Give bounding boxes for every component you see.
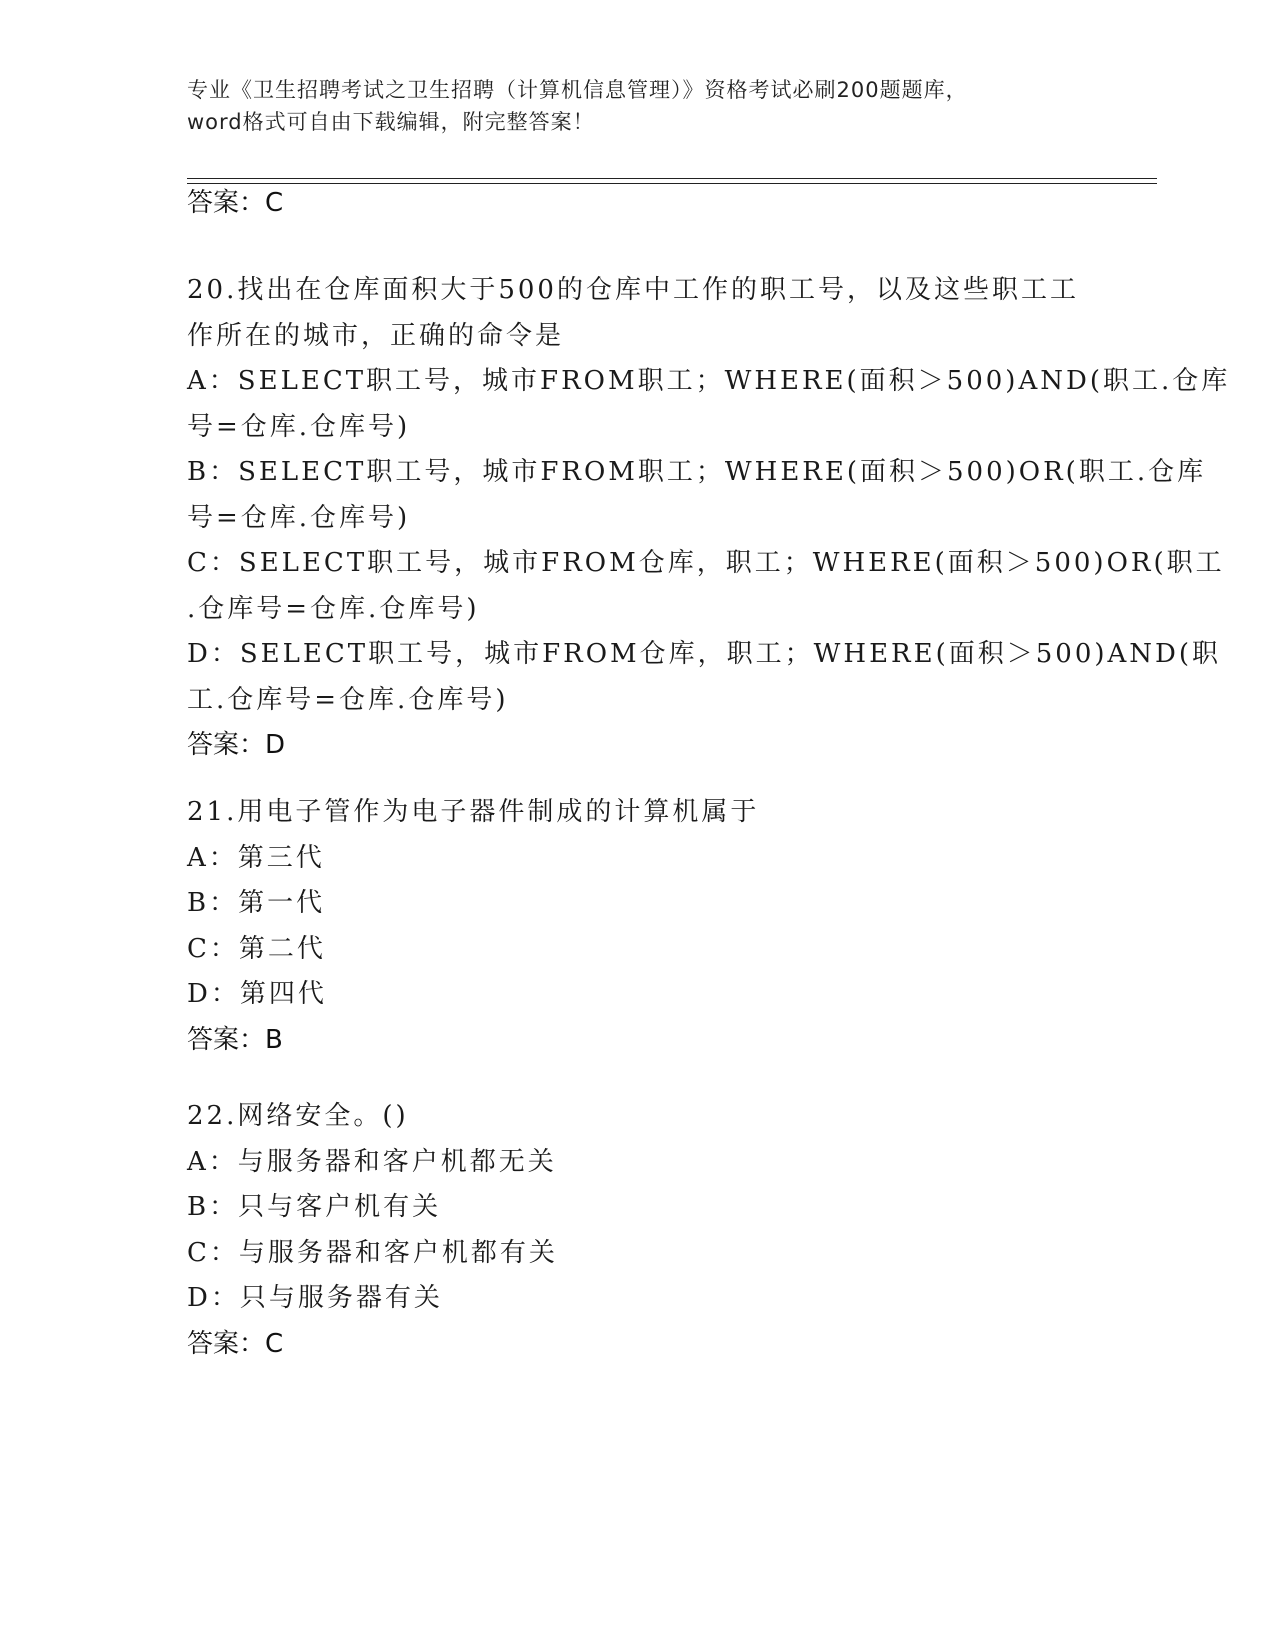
option-b-line: 号=仓库.仓库号) [187, 502, 411, 533]
question-block-21 [187, 790, 1087, 1063]
question-stem-line: 22.网络安全。() [187, 1101, 409, 1131]
option-d-line: 工.仓库号=仓库.仓库号) [187, 684, 509, 715]
option-a-line: A：与服务器和客户机都无关 [187, 1146, 557, 1177]
option-d-line: D：第四代 [187, 979, 327, 1009]
option-a-line: A：SELECT职工号，城市FROM职工；WHERE(面积＞500)AND(职工.仓库 [187, 366, 1231, 396]
option-c-line: C：SELECT职工号，城市FROM仓库，职工；WHERE(面积＞500)OR(职工 [187, 548, 1225, 578]
option-d-line: D：只与服务器有关 [187, 1283, 443, 1313]
option-c-line: C：第二代 [187, 933, 326, 964]
question-answer: 答案：B [187, 1024, 283, 1055]
header-title-line-1: 专业《卫生招聘考试之卫生招聘（计算机信息管理）》资格考试必刷200题题库， [187, 78, 968, 102]
question-stem-line: 21.用电子管作为电子器件制成的计算机属于 [187, 797, 760, 827]
option-c-line: .仓库号=仓库.仓库号) [187, 593, 480, 624]
option-c-line: C：与服务器和客户机都有关 [187, 1237, 558, 1268]
question-answer: 答案：C [187, 1328, 284, 1359]
question-stem-line: 作所在的城市，正确的命令是 [187, 320, 565, 351]
option-d-line: D：SELECT职工号，城市FROM仓库，职工；WHERE(面积＞500)AND(职 [187, 639, 1222, 669]
previous-answer-block [187, 181, 1087, 226]
question-answer: 答案：D [187, 730, 286, 760]
option-a-line: A：第三代 [187, 842, 325, 873]
option-b-line: B：只与客户机有关 [187, 1192, 442, 1222]
header-divider-top [187, 178, 1157, 179]
question-stem-line: 20.找出在仓库面积大于500的仓库中工作的职工号，以及这些职工工 [187, 275, 1079, 305]
previous-answer: 答案：C [187, 188, 284, 218]
option-a-line: 号=仓库.仓库号) [187, 411, 411, 442]
question-block-22 [187, 1094, 1087, 1367]
option-b-line: B：SELECT职工号，城市FROM职工；WHERE(面积＞500)OR(职工.仓库 [187, 457, 1207, 487]
header-title-line-2: word格式可自由下载编辑，附完整答案！ [187, 110, 595, 134]
question-block-20 [187, 268, 1231, 768]
option-b-line: B：第一代 [187, 888, 326, 918]
document-header [187, 74, 1087, 138]
